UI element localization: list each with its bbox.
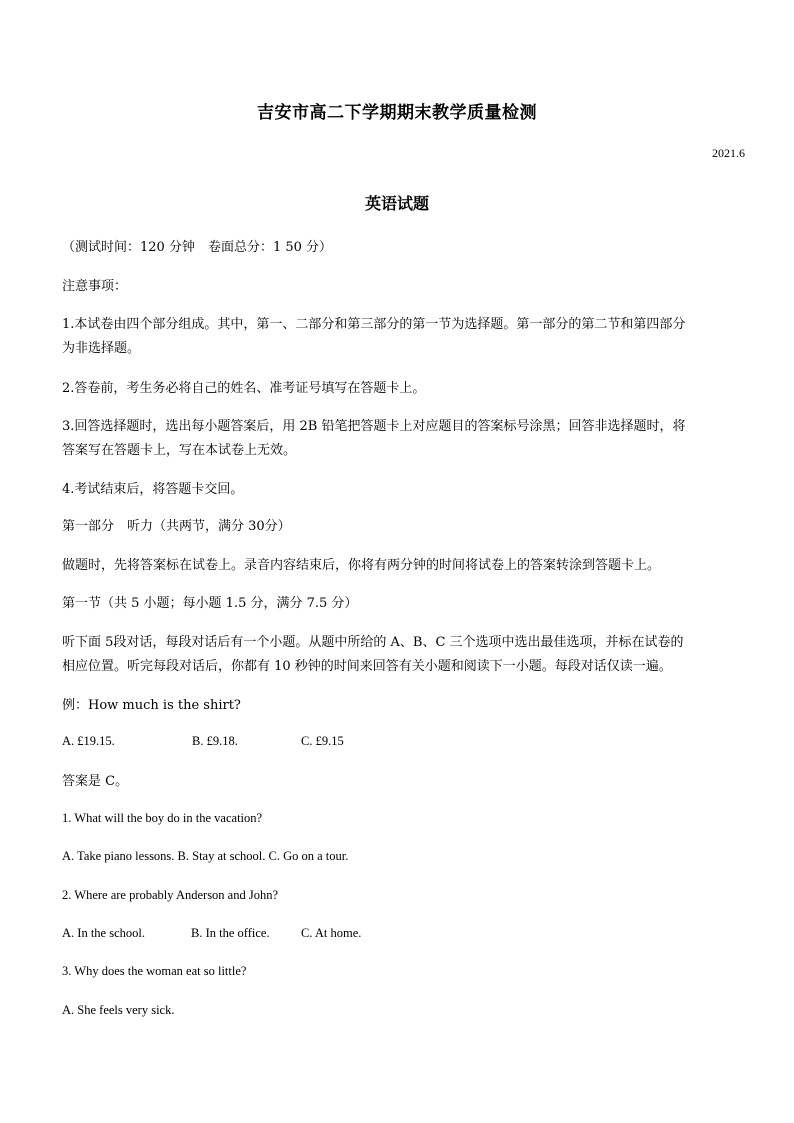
subject-title: 英语试题	[364, 194, 429, 213]
note-item-2: 2.答卷前，考生务必将自己的姓名、准考证号填写在答题卡上。	[62, 381, 426, 396]
exam-title: 吉安市高二下学期期末教学质量检测	[257, 103, 537, 123]
note-item-3-line-1: 3.回答选择题时，选出每小题答案后，用 2B 铅笔把答题卡上对应题目的答案标号涂黑；回答非选择题时，将	[62, 419, 686, 434]
question-1-options: A. Take piano lessons. B. Stay at school. C. Go on a tour.	[62, 849, 349, 863]
question-2: 2. Where are probably Anderson and John?	[62, 888, 279, 902]
part1-instructions: 做题时，先将答案标在试卷上。录音内容结束后，你将有两分钟的时间将试卷上的答案转涂到答题卡上。	[62, 558, 661, 573]
example-option-c: C. £9.15	[301, 734, 344, 748]
exam-date: 2021.6	[712, 146, 745, 160]
example-option-b: B. £9.18.	[192, 734, 238, 748]
part1-heading: 第一部分 听力（共两节，满分 30分）	[62, 519, 291, 534]
note-item-1-line-2: 为非选择题。	[62, 341, 141, 356]
note-item-4: 4.考试结束后，将答题卡交回。	[62, 482, 244, 497]
question-2-option-b: B. In the office.	[191, 926, 270, 940]
note-item-3-line-2: 答案写在答题卡上，写在本试卷上无效。	[62, 443, 297, 458]
question-3-option-a: A. She feels very sick.	[62, 1003, 175, 1017]
exam-info: （测试时间：120 分钟 卷面总分：1 50 分）	[62, 240, 333, 255]
note-item-1-line-1: 1.本试卷由四个部分组成。其中，第一、二部分和第三部分的第一节为选择题。第一部分的第二节和第四部分	[62, 317, 686, 332]
example-question: 例：How much is the shirt?	[62, 698, 241, 713]
notes-heading: 注意事项：	[62, 279, 128, 294]
question-2-option-c: C. At home.	[301, 926, 362, 940]
section1-heading: 第一节（共 5 小题；每小题 1.5 分，满分 7.5 分）	[62, 596, 358, 611]
question-2-option-a: A. In the school.	[62, 926, 145, 940]
question-1: 1. What will the boy do in the vacation?	[62, 811, 263, 825]
example-option-a: A. £19.15.	[62, 734, 115, 748]
section1-instructions-line-1: 听下面 5段对话，每段对话后有一个小题。从题中所给的 A、B、C 三个选项中选出最佳选项，并标在试卷的	[62, 635, 684, 650]
section1-instructions-line-2: 相应位置。听完每段对话后，你都有 10 秒钟的时间来回答有关小题和阅读下一小题。每段对话仅读一遍。	[62, 659, 672, 674]
example-answer: 答案是 C。	[62, 774, 129, 789]
question-3: 3. Why does the woman eat so little?	[62, 964, 247, 978]
